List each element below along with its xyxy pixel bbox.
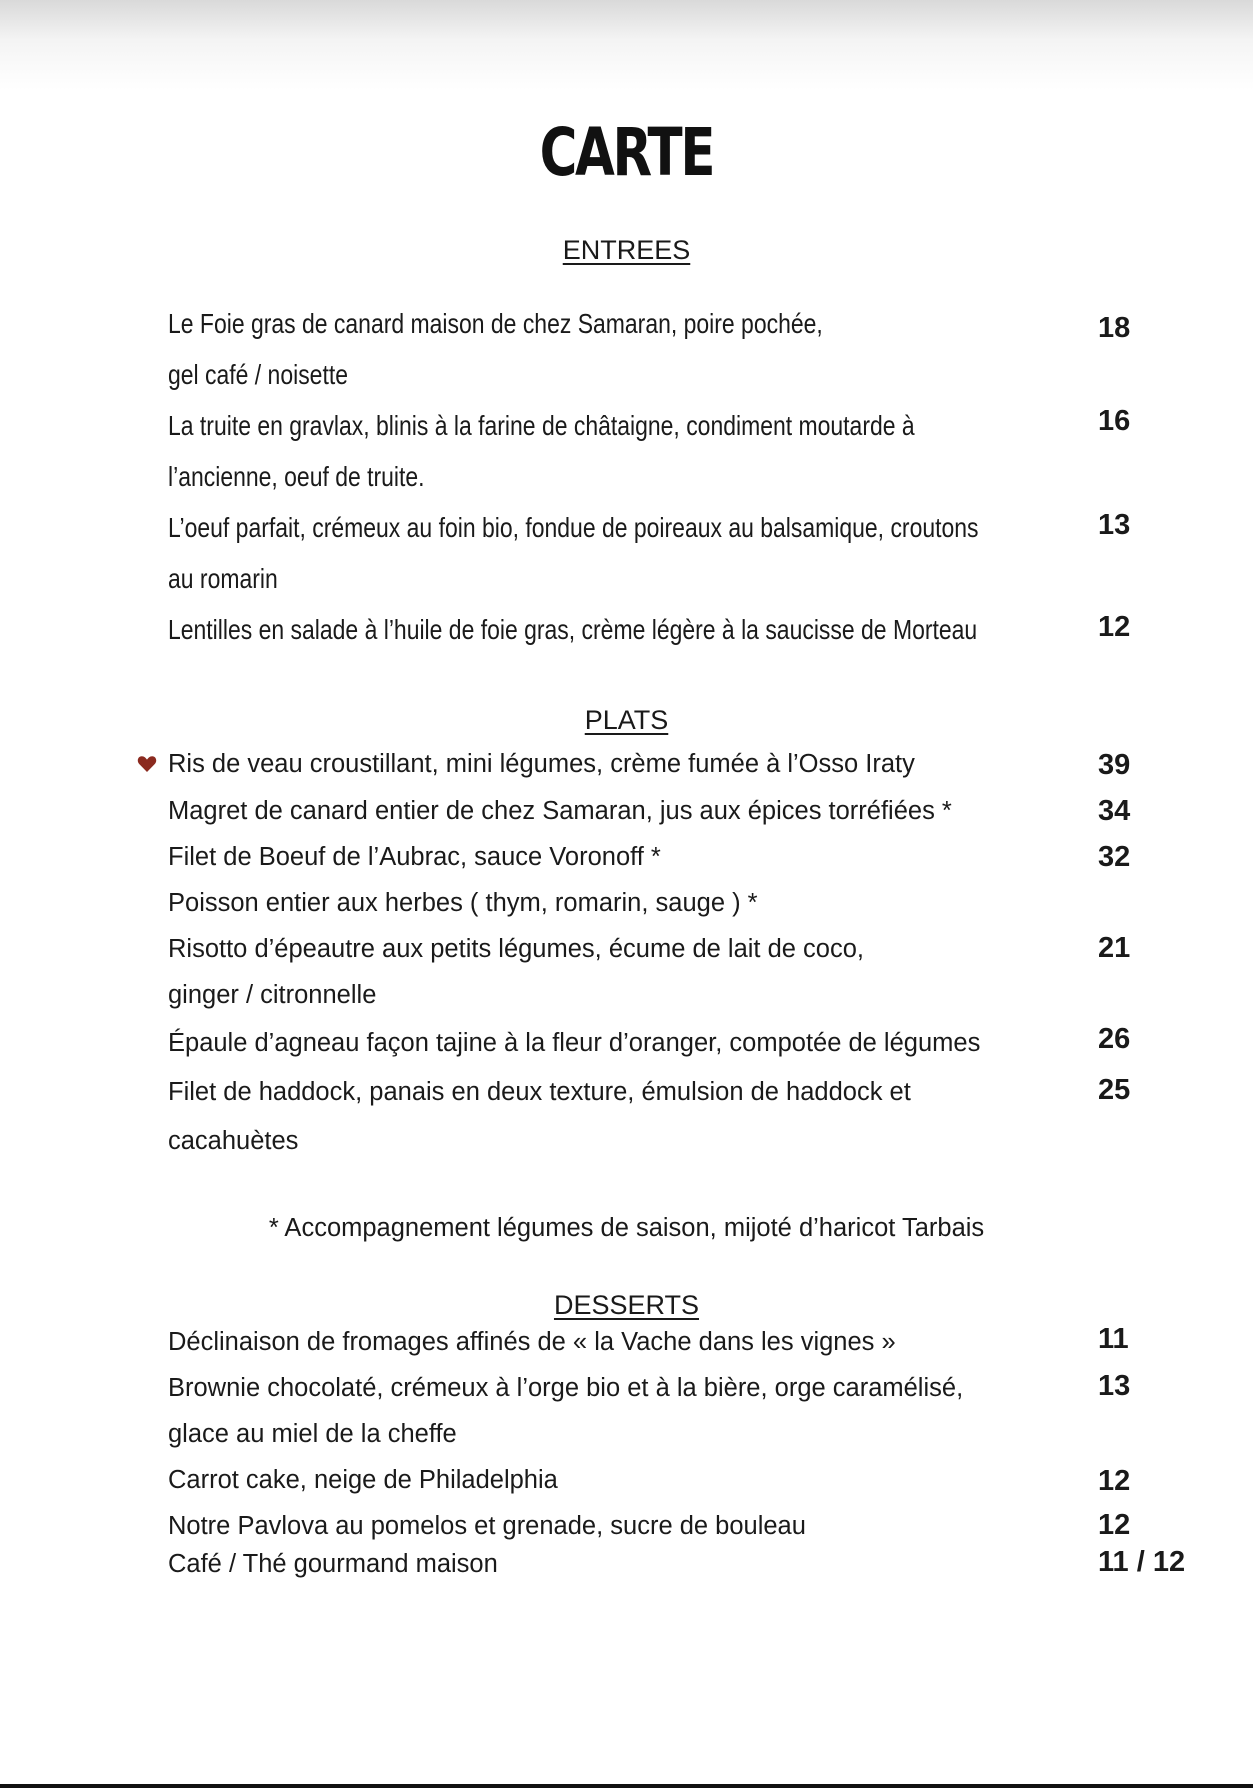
section-heading-entrees: ENTREES [562,235,691,265]
entree-2-line-2: l’ancienne, oeuf de truite. [168,461,425,492]
dessert-3-line-1: Carrot cake, neige de Philadelphia [168,1466,558,1494]
dessert-5-price: 11 / 12 [1098,1546,1186,1578]
entree-2-line-1: La truite en gravlax, blinis à la farine de châtaigne, condiment moutarde à [168,410,915,441]
section-heading-plats: PLATS [584,705,669,735]
plat-6-line-1: Épaule d’agneau façon tajine à la fleur d’oranger, compotée de légumes [168,1029,981,1057]
page-title: CARTE [539,114,714,191]
entree-1-line-2: gel café / noisette [168,359,348,390]
dessert-2-price: 13 [1098,1370,1131,1402]
dessert-2-line-2: glace au miel de la cheffe [168,1420,457,1448]
top-shadow [0,0,1253,90]
heart-icon [137,755,157,773]
dessert-5-line-1: Café / Thé gourmand maison [168,1550,498,1578]
plat-6-price: 26 [1098,1023,1131,1055]
entree-1-price: 18 [1098,312,1131,344]
plat-3-line-1: Filet de Boeuf de l’Aubrac, sauce Voronoff * [168,843,661,871]
dessert-4-line-1: Notre Pavlova au pomelos et grenade, sucre de bouleau [168,1512,806,1540]
plat-4-line-1: Poisson entier aux herbes ( thym, romarin, sauge ) * [168,889,758,917]
plat-5-price: 21 [1098,932,1131,964]
plat-3-price: 32 [1098,841,1131,873]
plat-5-line-1: Risotto d’épeautre aux petits légumes, écume de lait de coco, [168,935,864,963]
entree-3-line-2: au romarin [168,563,278,594]
bottom-border [0,1784,1253,1788]
plat-1-price: 39 [1098,749,1131,781]
section-heading-desserts: DESSERTS [553,1290,700,1320]
dessert-4-price: 12 [1098,1509,1131,1541]
dessert-2-line-1: Brownie chocolaté, crémeux à l’orge bio et à la bière, orge caramélisé, [168,1374,964,1402]
entree-2-price: 16 [1098,405,1131,437]
plat-2-price: 34 [1098,795,1131,827]
plat-1-line-1: Ris de veau croustillant, mini légumes, crème fumée à l’Osso Iraty [168,750,915,778]
plats-footnote: * Accompagnement légumes de saison, mijoté d’haricot Tarbais [268,1214,985,1242]
plat-7-line-2: cacahuètes [168,1127,299,1155]
entree-1-line-1: Le Foie gras de canard maison de chez Samaran, poire pochée, [168,308,823,339]
entree-3-line-1: L’oeuf parfait, crémeux au foin bio, fondue de poireaux au balsamique, croutons [168,512,979,543]
entree-3-price: 13 [1098,509,1131,541]
plat-5-line-2: ginger / citronnelle [168,981,377,1009]
plat-7-line-1: Filet de haddock, panais en deux texture, émulsion de haddock et [168,1078,911,1106]
dessert-3-price: 12 [1098,1465,1131,1497]
entree-4-price: 12 [1098,611,1131,643]
dessert-1-line-1: Déclinaison de fromages affinés de « la Vache dans les vignes » [168,1328,896,1356]
plat-2-line-1: Magret de canard entier de chez Samaran, jus aux épices torréfiées * [168,797,952,825]
entree-4-line-1: Lentilles en salade à l’huile de foie gras, crème légère à la saucisse de Morteau [168,614,978,645]
dessert-1-price: 11 [1098,1323,1129,1355]
plat-7-price: 25 [1098,1074,1131,1106]
